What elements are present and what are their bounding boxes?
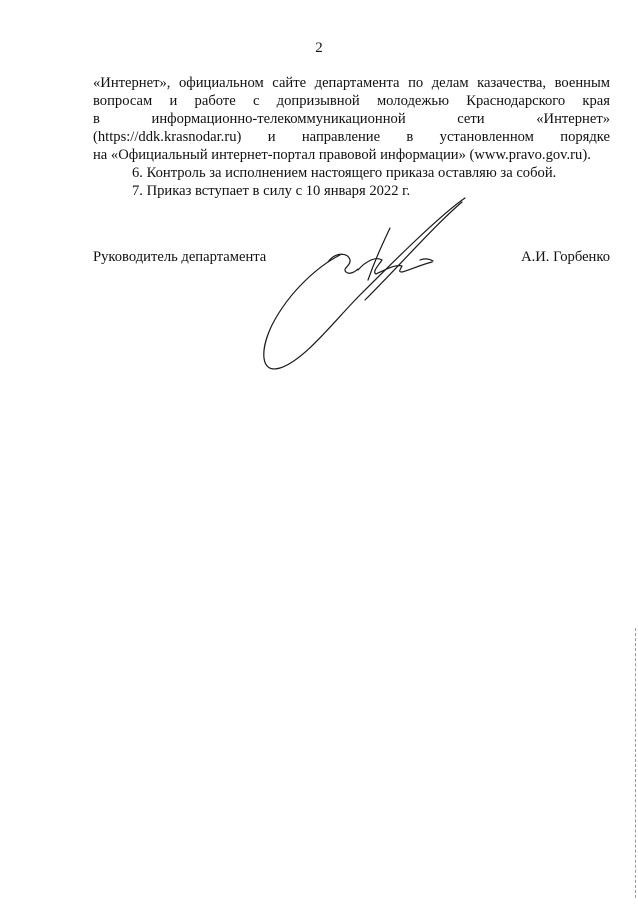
item-6: 6. Контроль за исполнением настоящего приказа оставляю за собой.: [132, 165, 557, 181]
text-line: вопросам и работе с допризывной молодежью Краснодарского края: [93, 93, 610, 109]
text-line: на «Официальный интернет-портал правовой информации» (www.pravo.gov.ru).: [93, 147, 591, 163]
signer-name: А.И. Горбенко: [521, 249, 610, 265]
signer-title: Руководитель департамента: [93, 249, 267, 265]
order-text: [93, 74, 610, 200]
text-line: в информационно-телекоммуникационной сети «Интернет»: [93, 111, 610, 127]
item-7: 7. Приказ вступает в силу с 10 января 2022 г.: [132, 183, 411, 199]
handwritten-signature: [250, 190, 480, 380]
page-number: 2: [315, 40, 323, 56]
text-line: (https://ddk.krasnodar.ru) и направление в установленном порядке: [93, 129, 610, 145]
scan-edge-mark: [633, 628, 636, 898]
text-line: «Интернет», официальном сайте департамента по делам казачества, военным: [93, 75, 610, 91]
